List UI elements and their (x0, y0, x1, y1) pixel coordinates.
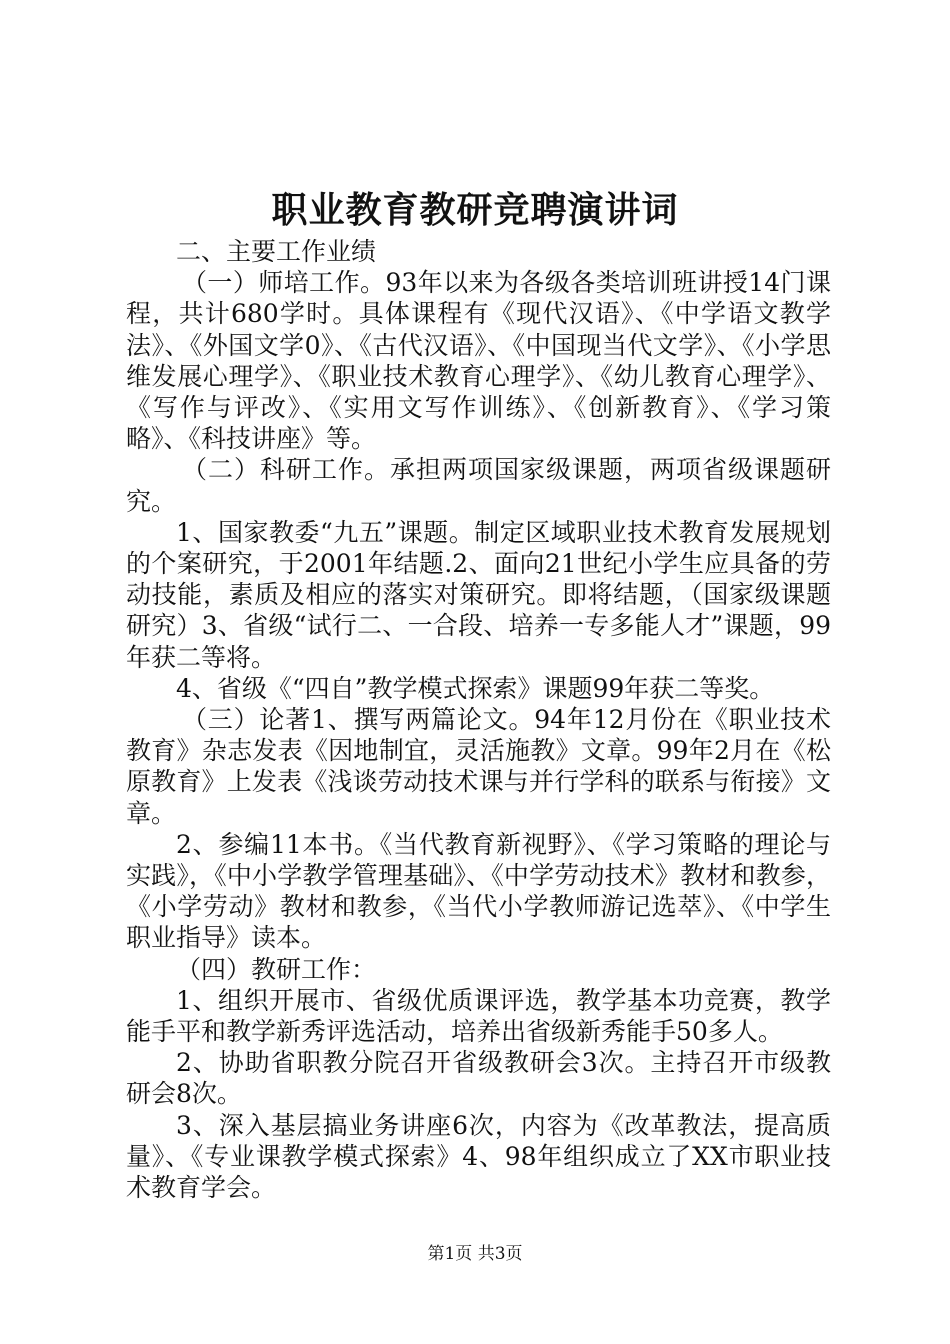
paragraph-research-work: （二）科研工作。承担两项国家级课题，两项省级课题研究。 (126, 455, 831, 516)
paragraph-national-projects: 1、国家教委“九五”课题。制定区域职业技术教育发展规划的个案研究，于2001年结题.2、面向21世纪小学生应具备的劳动技能，素质及相应的落实对策研究。即将结题，（国家级课题研究）3、省级“试行二、一合段、培养一专多能人才”课题，99年获二等将。 (126, 517, 831, 672)
paragraph-publications: （三）论著1、撰写两篇论文。94年12月份在《职业技术教育》杂志发表《因地制宜，灵活施教》文章。99年2月在《松原教育》上发表《浅谈劳动技术课与并行学科的联系与衔接》文章。 (126, 705, 831, 828)
document-body (126, 236, 831, 1203)
paragraph-edited-books: 2、参编11本书。《当代教育新视野》、《学习策略的理论与实践》，《中小学教学管理基础》、《中学劳动技术》教材和教参，《小学劳动》教材和教参，《当代小学教师游记选萃》、《中学生职业指导》读本。 (126, 829, 831, 953)
page-number-footer: 第1页 共3页 (427, 1244, 523, 1264)
document-title: 职业教育教研竞聘演讲词 (271, 189, 679, 231)
paragraph-provincial-project: 4、省级《“四自”教学模式探索》课题99年获二等奖。 (176, 673, 775, 703)
section-heading-achievements: 二、主要工作业绩 (176, 237, 377, 266)
paragraph-competitions: 1、组织开展市、省级优质课评选，教学基本功竞赛，教学能手平和教学新秀评选活动，培养出省级新秀能手50多人。 (126, 985, 831, 1047)
paragraph-conferences: 2、协助省职教分院召开省级教研会3次。主持召开市级教研会8次。 (126, 1048, 831, 1109)
paragraph-lectures: 3、深入基层搞业务讲座6次，内容为《改革教法，提高质量》、《专业课教学模式探索》4、98年组织成立了XX市职业技术教育学会。 (126, 1110, 831, 1203)
section-heading-teaching-research: （四）教研工作： (176, 954, 377, 984)
paragraph-teacher-training: （一）师培工作。93年以来为各级各类培训班讲授14门课程，共计680学时。具体课程有《现代汉语》、《中学语文教学法》、《外国文学0》、《古代汉语》、《中国现当代文学》、《小学思维发展心理学》、《职业技术教育心理学》、《幼儿教育心理学》、《写作与评改》、《实用文写作训练》、《创新教育》、《学习策略》、《科技讲座》等。 (126, 268, 831, 454)
